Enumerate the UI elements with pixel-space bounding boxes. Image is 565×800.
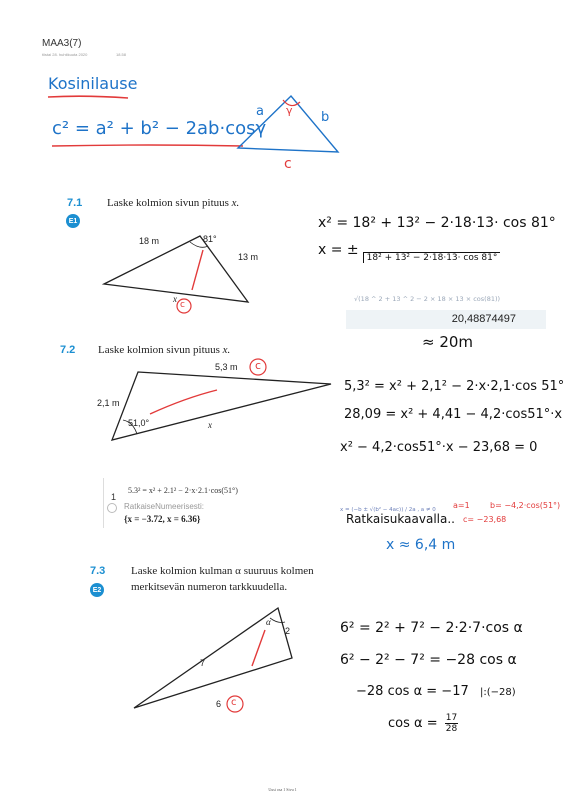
task-7-2-work-line1: 5,3² = x² + 2,1² − 2·x·2,1·cos 51° <box>344 379 565 394</box>
task-7-1-badge: E1 <box>66 214 80 228</box>
task-7-3-side-6: 6 <box>216 699 222 709</box>
task-7-1-answer: ≈ 20m <box>422 333 474 351</box>
task-7-3-side-2: 2 <box>285 626 291 636</box>
task-7-3-triangle <box>120 600 300 725</box>
task-7-2-method-text: Ratkaisukaavalla.. <box>346 512 455 526</box>
task-7-1-side-13: 13 m <box>238 252 259 262</box>
task-7-2-prompt: Laske kolmion sivun pituus x. <box>98 344 231 356</box>
task-7-3-prompt-line1: Laske kolmion kulman α suuruus kolmen <box>131 565 314 577</box>
task-7-3-work-line4: cos α = $\frac{17}{28}$ <box>388 713 458 734</box>
task-7-2-side-left: 2,1 m <box>97 398 120 408</box>
task-7-1-number: 7.1 <box>67 197 83 209</box>
cas-solution: {x = −3.72, x = 6.36} <box>124 514 201 524</box>
task-7-1-calculator-formula: √(18 ^ 2 + 13 ^ 2 − 2 × 18 × 13 × cos(81)) <box>354 295 501 303</box>
task-7-1-unknown: x <box>173 294 177 304</box>
task-7-3-work-line3: −28 cos α = −17 <box>356 684 469 699</box>
task-7-3-circled-c: c <box>231 697 237 708</box>
task-7-3-badge: E2 <box>90 583 104 597</box>
task-7-1-work-line2: x = ± 18² + 13² − 2·18·13· cos 81° <box>318 242 500 263</box>
coefficient-a: a=1 <box>453 501 470 510</box>
task-7-2-unknown: x <box>208 420 212 430</box>
task-7-3-work-line2: 6² − 2² − 7² = −28 cos α <box>340 652 517 668</box>
formula-underline <box>50 143 245 149</box>
task-7-1-triangle <box>100 228 270 318</box>
task-7-1-circled-c: c <box>180 300 185 310</box>
task-7-3-side-7: 7 <box>200 658 206 668</box>
intro-label-c: c <box>284 156 292 172</box>
task-7-2-circled-c: c <box>255 359 262 372</box>
page-title: MAA3(7) <box>42 38 82 49</box>
task-7-1-calculator-result: 20,48874497 <box>451 313 516 325</box>
coefficient-b: b= −4,2·cos(51°) <box>490 501 561 510</box>
intro-label-b: b <box>321 110 330 125</box>
task-7-1-angle: 81° <box>203 234 217 244</box>
task-7-2-work-line2: 28,09 = x² + 4,41 − 4,2·cos51°·x <box>344 407 563 422</box>
task-7-2-angle: 51,0° <box>128 418 150 428</box>
task-7-3-alpha: α <box>266 617 271 627</box>
page-date: tiistai 28. huhtikuuta 2020 <box>42 52 88 57</box>
task-7-3-work-divisor: |:(−28) <box>480 687 516 698</box>
coefficient-c: c= −23,68 <box>463 515 507 524</box>
section-heading: Kosinilause <box>48 74 138 93</box>
task-7-1-side-18: 18 m <box>139 236 160 246</box>
intro-label-gamma: γ <box>286 104 293 117</box>
cas-command: RatkaiseNumeerisesti: <box>124 502 205 511</box>
quadratic-formula: x = (−b ± √(b² − 4ac)) / 2a , a ≠ 0 <box>340 507 436 513</box>
task-7-1-prompt: Laske kolmion sivun pituus x. <box>107 197 240 209</box>
task-7-1-work-line1: x² = 18² + 13² − 2·18·13· cos 81° <box>318 215 556 231</box>
task-7-3-work-line1: 6² = 2² + 7² − 2·2·7·cos α <box>340 620 523 636</box>
cas-input[interactable]: 5.3² = x² + 2.1² − 2·x·2.1·cos(51°) <box>128 486 238 495</box>
task-7-3-number: 7.3 <box>90 565 106 577</box>
cas-radio-icon[interactable] <box>107 503 117 513</box>
page-footer: Uusi osa 1 Sivu 1 <box>268 787 297 792</box>
intro-label-a: a <box>256 104 264 119</box>
task-7-2-answer: x ≈ 6,4 m <box>386 537 456 553</box>
task-7-2-side-top: 5,3 m <box>215 362 238 372</box>
task-7-3-prompt-line2: merkitsevän numeron tarkkuudella. <box>131 581 288 593</box>
heading-underline <box>46 94 130 100</box>
cas-row-number: 1 <box>111 492 117 502</box>
page-time: 18.58 <box>116 52 127 57</box>
cosine-law-formula: c² = a² + b² − 2ab·cosγ <box>52 118 267 139</box>
task-7-2-number: 7.2 <box>60 344 76 356</box>
task-7-2-work-line3: x² − 4,2·cos51°·x − 23,68 = 0 <box>340 440 538 455</box>
